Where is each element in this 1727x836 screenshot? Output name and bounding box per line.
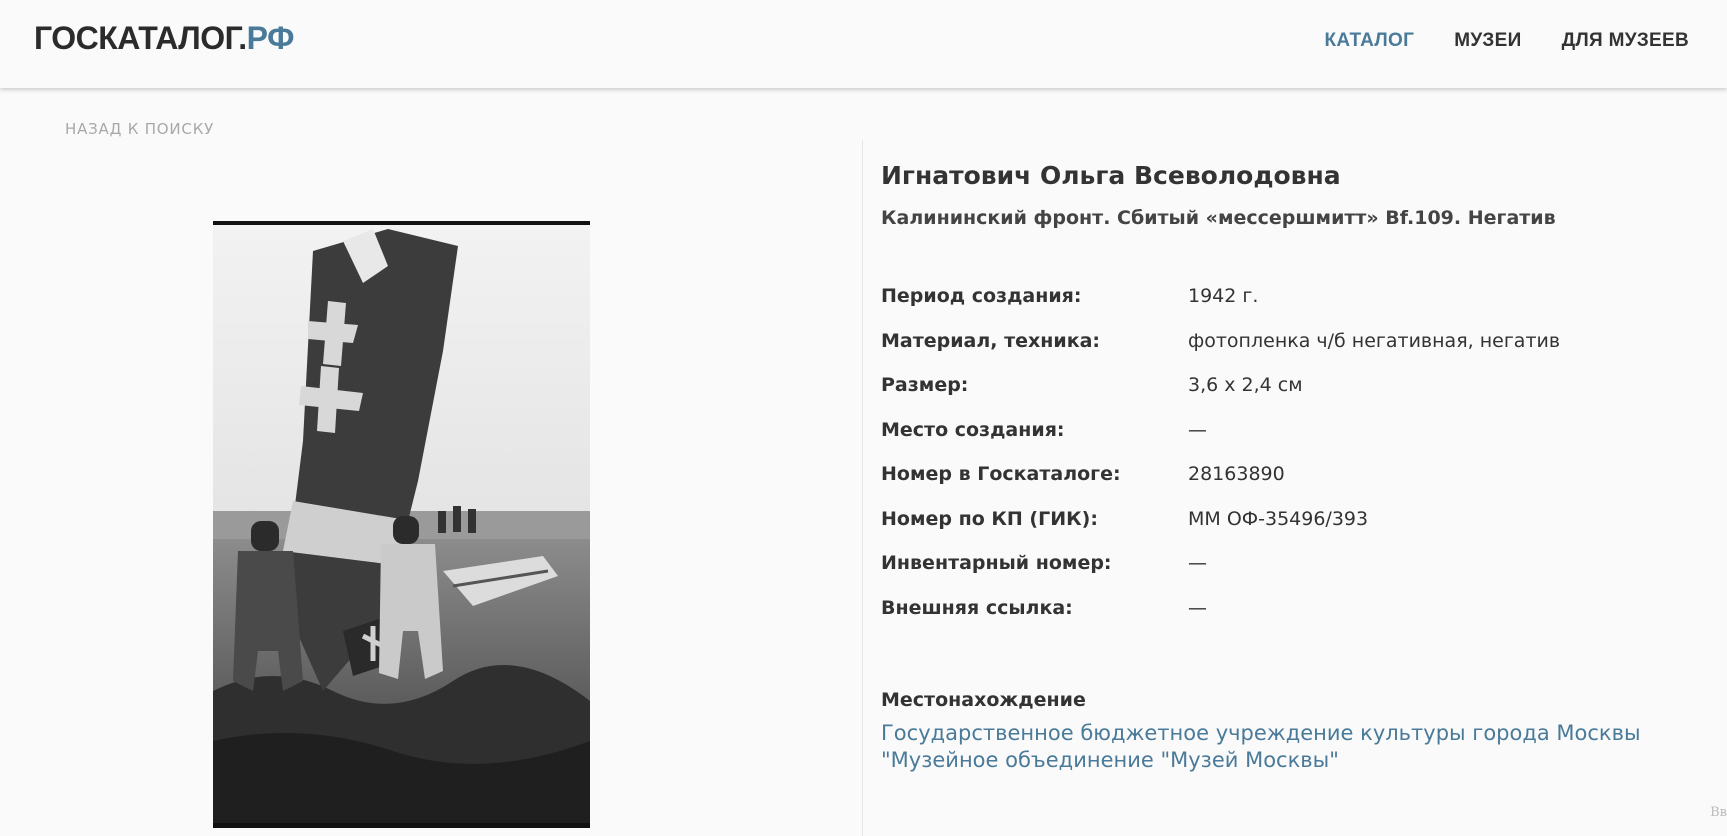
- properties-list: [881, 285, 1701, 641]
- item-title: Калининский фронт. Сбитый «мессершмитт» Bf.109. Негатив: [881, 207, 1556, 229]
- location-heading: Местонахождение: [881, 689, 1086, 711]
- property-label: Внешняя ссылка:: [881, 596, 1073, 619]
- property-label: Размер:: [881, 374, 969, 396]
- property-row: [881, 597, 1701, 642]
- site-logo[interactable]: [34, 20, 294, 57]
- nav-item-museums[interactable]: МУЗЕИ: [1454, 30, 1522, 51]
- site-header: [0, 0, 1727, 88]
- main-nav: [1284, 30, 1689, 52]
- property-row: [881, 419, 1701, 464]
- property-value: —: [1188, 418, 1207, 441]
- property-value: 1942 г.: [1188, 285, 1259, 307]
- property-row: [881, 285, 1701, 330]
- property-label: Номер в Госкаталоге:: [881, 463, 1121, 485]
- property-value: 3,6 х 2,4 см: [1188, 374, 1303, 396]
- property-value: 28163890: [1188, 463, 1285, 485]
- property-label: Место создания:: [881, 418, 1065, 441]
- property-row: [881, 508, 1701, 553]
- property-label: Период создания:: [881, 285, 1082, 307]
- property-label: Номер по КП (ГИК):: [881, 507, 1098, 530]
- property-row: [881, 374, 1701, 419]
- corner-mark: Вв: [1710, 805, 1727, 820]
- item-photo[interactable]: [213, 221, 590, 828]
- property-value: —: [1188, 552, 1207, 574]
- property-label: Материал, техника:: [881, 329, 1101, 352]
- property-row: [881, 330, 1701, 375]
- property-value: ММ ОФ-35496/393: [1188, 507, 1369, 530]
- property-value: фотопленка ч/б негативная, негатив: [1188, 329, 1561, 352]
- property-label: Инвентарный номер:: [881, 552, 1112, 574]
- nav-item-for-museums[interactable]: ДЛЯ МУЗЕЕВ: [1561, 30, 1689, 51]
- nav-item-catalog[interactable]: КАТАЛОГ: [1324, 30, 1415, 51]
- item-author: Игнатович Ольга Всеволодовна: [881, 161, 1341, 190]
- property-row: [881, 463, 1701, 508]
- column-divider: [862, 140, 863, 836]
- museum-location-link[interactable]: Государственное бюджетное учреждение культуры города Москвы "Музейное объединение "Музей Москвы": [881, 721, 1641, 772]
- property-value: —: [1188, 596, 1207, 619]
- property-row: [881, 552, 1701, 597]
- logo-tld-text: РФ: [246, 20, 294, 56]
- photo-image: [213, 221, 590, 828]
- logo-main-text: ГОСКАТАЛОГ.: [34, 20, 247, 56]
- back-to-search-link[interactable]: НАЗАД К ПОИСКУ: [65, 120, 215, 138]
